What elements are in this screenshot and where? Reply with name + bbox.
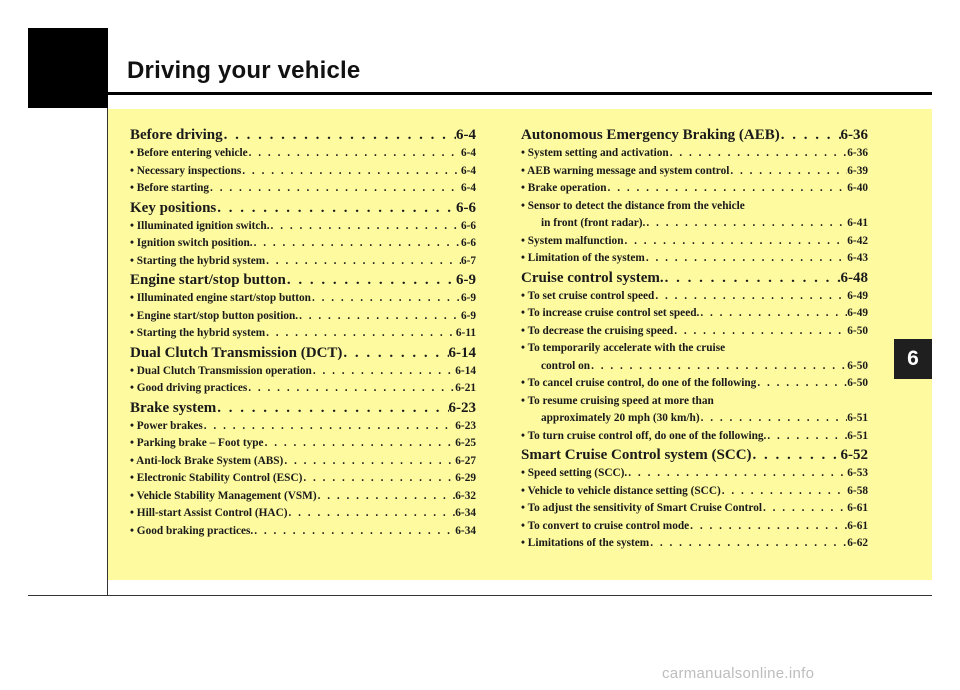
toc-item[interactable] [521,250,868,268]
leader-dots [298,308,461,326]
toc-item-label: in front (front radar). [541,217,646,229]
toc-item-page: 6-7 [460,254,476,267]
toc-item-page: 6-23 [455,419,476,432]
toc-item-page: 6-4 [460,164,476,177]
toc-item-label: • Speed setting (SCC). [521,467,628,479]
toc-item-label: • Before entering vehicle [130,147,248,159]
leader-dots [223,125,456,145]
page-title: Driving your vehicle [127,57,361,84]
toc-item[interactable] [130,180,476,198]
toc-section[interactable] [130,125,476,145]
toc-item-page: 6-32 [455,489,476,502]
toc-item[interactable] [130,418,476,436]
toc-item-page: 6-25 [455,437,476,449]
toc-item[interactable] [521,163,868,181]
toc-item-line: • To resume cruising speed at more than [521,394,714,407]
toc-item-page: 6-40 [847,182,868,194]
toc-item-page: 6-49 [847,289,868,302]
toc-section[interactable] [130,198,476,218]
toc-item-page: 6-36 [847,147,868,159]
leader-dots [248,145,461,163]
toc-item[interactable] [130,453,476,471]
bottom-divider [28,595,932,596]
leader-dots [729,163,847,181]
toc-item-page: 6-14 [455,364,476,377]
leader-dots [253,523,455,541]
leader-dots [664,268,841,288]
chapter-number: 6 [907,347,919,370]
leader-dots [342,343,448,363]
toc-item[interactable] [130,325,476,343]
toc-item-page: 6-9 [460,309,476,322]
leader-dots [247,380,455,398]
toc-item[interactable] [521,145,868,163]
leader-dots [699,305,847,323]
toc-item[interactable] [130,363,476,381]
toc-section-page: 6-6 [456,199,476,216]
toc-item-page: 6-34 [455,507,476,519]
toc-item[interactable] [130,470,476,488]
toc-item-page: 6-51 [847,429,868,442]
toc-item[interactable] [130,435,476,453]
toc-item[interactable] [130,218,476,236]
toc-item[interactable] [521,535,868,553]
leader-dots [766,428,847,446]
toc-left-column [130,125,476,540]
leader-dots [669,145,848,163]
toc-item-label: • Limitation of the system [521,252,645,264]
toc-item-label: • Parking brake – Foot type [130,437,264,449]
leader-dots [317,488,456,506]
toc-item-label: • Starting the hybrid system [130,327,266,339]
toc-item[interactable] [521,180,868,198]
toc-item-label: • Ignition switch position. [130,237,253,249]
toc-item-label: • Starting the hybrid system [130,254,266,267]
leader-dots [607,180,848,198]
toc-item-page: 6-4 [460,182,476,194]
toc-item-page: 6-61 [847,502,868,514]
toc-item-page: 6-29 [455,472,476,484]
toc-item-page: 6-27 [455,454,476,467]
leader-dots [654,288,847,306]
toc-section-label: Key positions [130,199,217,216]
toc-item-label: • Necessary inspections [130,164,242,177]
leader-dots [689,518,847,536]
leader-dots [216,198,456,218]
toc-section[interactable] [521,268,868,288]
leader-dots [627,465,847,483]
title-underline [107,92,932,95]
toc-item[interactable] [521,305,868,323]
toc-item-page: 6-6 [460,237,476,249]
toc-section-page: 6-52 [840,447,868,463]
toc-section-page: 6-4 [456,127,476,143]
leader-dots [649,535,847,553]
toc-item-label: • Illuminated ignition switch. [130,219,270,232]
leader-dots [209,180,461,198]
chapter-tab[interactable] [894,339,932,379]
leader-dots [752,445,841,465]
leader-dots [721,483,848,501]
toc-item-label: • To adjust the sensitivity of Smart Cruise Control [521,502,762,514]
toc-item-line: • Sensor to detect the distance from the vehicle [521,199,745,212]
toc-item-page: 6-43 [847,252,868,264]
toc-right-column [521,125,868,553]
toc-item-page: 6-58 [847,484,868,497]
toc-section-label: Dual Clutch Transmission (DCT) [130,344,343,361]
toc-item-label: • Before starting [130,182,210,194]
toc-item-page: 6-53 [847,467,868,479]
toc-item-label: • Anti-lock Brake System (ABS) [130,454,284,467]
toc-item[interactable] [521,465,868,483]
toc-section-page: 6-36 [840,127,868,143]
toc-section[interactable] [130,270,476,290]
leader-dots [590,358,847,376]
toc-item-page: 6-50 [847,324,868,337]
toc-item-label: • Electronic Stability Control (ESC) [130,472,303,484]
toc-item-page: 6-6 [460,219,476,232]
toc-item-page: 6-11 [455,327,476,339]
toc-item[interactable] [521,358,868,376]
leader-dots [762,500,847,518]
toc-item-label: • AEB warning message and system control [521,164,730,177]
toc-item-page: 6-62 [847,537,868,549]
toc-item[interactable] [521,518,868,536]
toc-item[interactable] [130,290,476,308]
toc-section-label: Engine start/stop button [130,272,286,288]
toc-item-page: 6-39 [847,164,868,177]
leader-dots [253,235,461,253]
toc-item-page: 6-34 [455,524,476,537]
toc-item-page: 6-49 [847,307,868,319]
toc-section[interactable] [521,125,868,145]
leader-dots [673,323,847,341]
leader-dots [302,470,455,488]
toc-item-page: 6-50 [847,377,868,389]
toc-item-label: • Vehicle to vehicle distance setting (SCC) [521,484,721,497]
watermark: carmanualsonline.info [662,665,815,682]
toc-section[interactable] [130,398,476,418]
toc-item[interactable] [521,215,868,233]
toc-item-label: • Engine start/stop button position. [130,309,299,322]
toc-item-label: • System malfunction [521,234,624,247]
toc-item[interactable] [130,523,476,541]
leader-dots [645,215,847,233]
toc-item[interactable] [130,253,476,271]
toc-item-page: 6-42 [847,234,868,247]
toc-section-label: Smart Cruise Control system (SCC) [521,447,752,463]
toc-item-label: • Good driving practices [130,382,248,394]
toc-item-label: • To set cruise control speed [521,289,655,302]
toc-item[interactable] [521,410,868,428]
leader-dots [312,363,455,381]
toc-item-line: • To temporarily accelerate with the cruise [521,342,726,354]
toc-item-page: 6-50 [847,359,868,372]
toc-item-label: • Dual Clutch Transmission operation [130,364,312,377]
toc-item[interactable] [521,500,868,518]
toc-item-page: 6-61 [847,519,868,532]
toc-item-label: • Hill-start Assist Control (HAC) [130,507,288,519]
toc-item-label: • System setting and activation [521,147,669,159]
toc-item[interactable] [521,233,868,251]
toc-item-page: 6-4 [460,147,476,159]
leader-dots [270,218,461,236]
leader-dots [203,418,456,436]
toc-section-page: 6-9 [456,272,476,288]
toc-item-page: 6-51 [847,412,868,424]
toc-section[interactable] [130,343,476,363]
toc-item-page: 6-21 [455,382,476,394]
toc-item[interactable] [130,505,476,523]
toc-item-label: • Power brakes [130,419,203,432]
toc-item-label: • To decrease the cruising speed [521,324,674,337]
chapter-corner-block [28,28,108,108]
toc-item[interactable] [130,235,476,253]
toc-item[interactable] [130,308,476,326]
toc-item[interactable] [521,375,868,393]
toc-section[interactable] [521,445,868,465]
toc-section-page: 6-23 [448,399,476,416]
toc-section-page: 6-48 [840,269,868,286]
toc-section-page: 6-14 [448,344,476,361]
leader-dots [264,435,456,453]
leader-dots [288,505,456,523]
toc-item[interactable] [521,428,868,446]
toc-item-page: 6-9 [460,292,476,304]
leader-dots [780,125,841,145]
leader-dots [286,270,456,290]
toc-item-page: 6-41 [847,217,868,229]
toc-item-label: • Good braking practices. [130,524,254,537]
toc-section-label: Before driving [130,127,223,143]
leader-dots [311,290,461,308]
toc-item-label: • To increase cruise control set speed. [521,307,700,319]
leader-dots [265,253,461,271]
toc-item-label: • To turn cruise control off, do one of the following. [521,429,767,442]
leader-dots [216,398,448,418]
leader-dots [624,233,848,251]
leader-dots [241,163,461,181]
leader-dots [265,325,456,343]
leader-dots [756,375,847,393]
toc-item[interactable] [130,145,476,163]
toc-item[interactable] [521,288,868,306]
toc-item-label: control on [541,359,591,372]
toc-item-label: • Illuminated engine start/stop button [130,292,311,304]
toc-item[interactable] [521,323,868,341]
toc-item-label: • To convert to cruise control mode [521,519,690,532]
toc-item-label: • To cancel cruise control, do one of the following [521,377,757,389]
leader-dots [645,250,847,268]
leader-dots [283,453,455,471]
toc-item-label: • Vehicle Stability Management (VSM) [130,489,317,502]
toc-item-label: approximately 20 mph (30 km/h) [541,412,700,424]
toc-item[interactable] [130,380,476,398]
toc-section-label: Brake system [130,399,217,416]
toc-item-label: • Brake operation [521,182,607,194]
toc-item-label: • Limitations of the system [521,537,650,549]
leader-dots [700,410,848,428]
toc-item[interactable] [130,163,476,181]
toc-section-label: Autonomous Emergency Braking (AEB) [521,127,780,143]
toc-section-label: Cruise control system. [521,269,664,286]
toc-item[interactable] [130,488,476,506]
toc-item[interactable] [521,483,868,501]
